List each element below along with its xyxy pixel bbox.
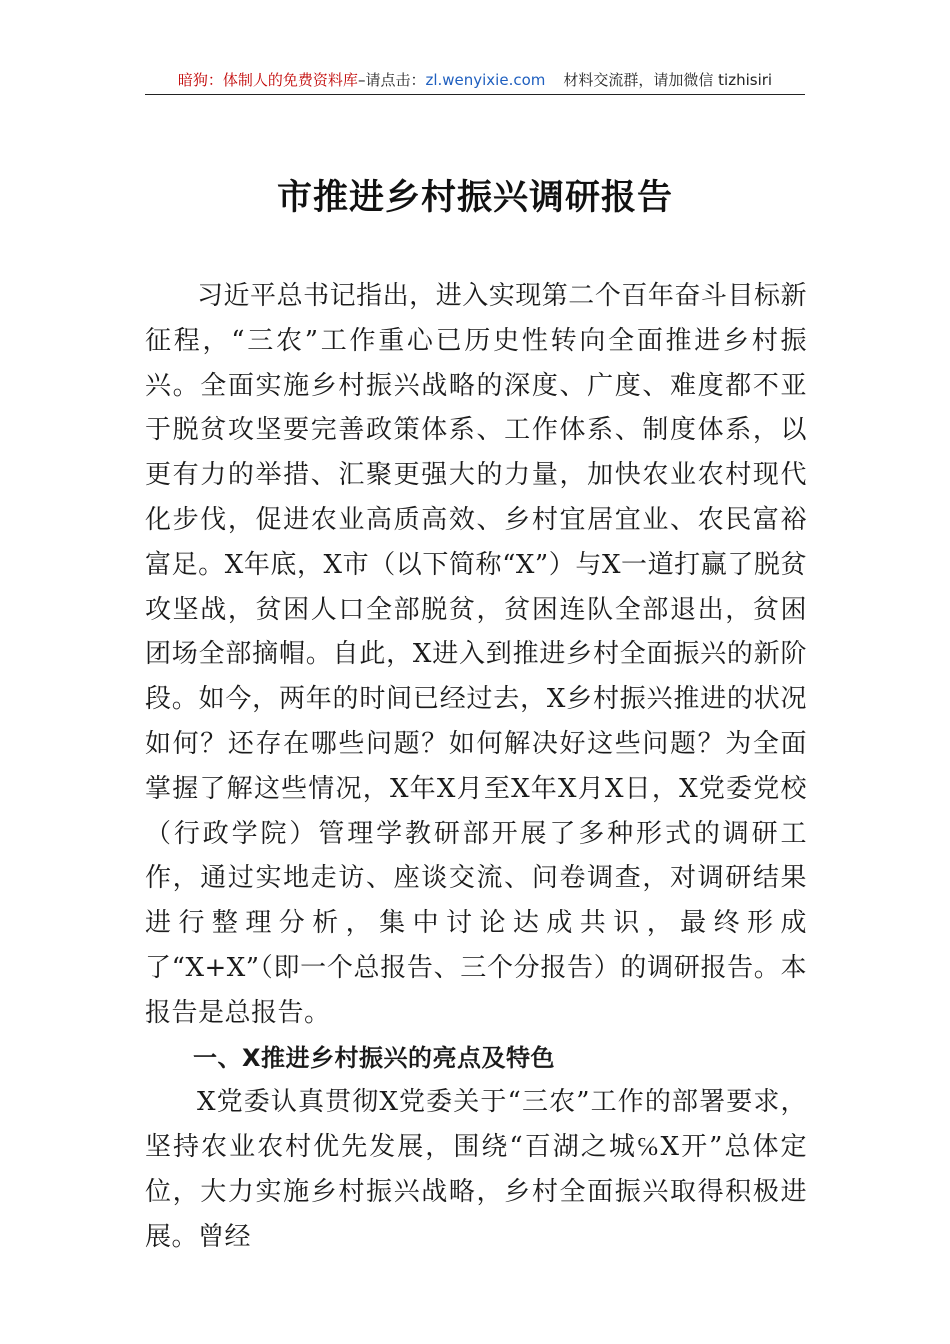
- header-site-name: 暗狗：体制人的免费资料库: [177, 71, 358, 89]
- section1-paragraph: X党委认真贯彻X党委关于“三农”工作的部署要求，坚持农业农村优先发展，围绕“百湖之城℅X开”总体定位，大力实施乡村振兴战略，乡村全面振兴取得积极进展。曾经: [145, 1087, 807, 1252]
- section1-heading: 一、X推进乡村振兴的亮点及特色: [193, 1043, 556, 1072]
- intro-paragraph: 习近平总书记指出，进入实现第二个百年奋斗目标新征程，“三农”工作重心已历史性转向全面推进乡村振兴。全面实施乡村振兴战略的深度、广度、难度都不亚于脱贫攻坚要完善政策体系、工作体系、制度体系，以更有力的举措、汇聚更强大的力量，加快农业农村现代化步伐，促进农业高质高效、乡村宜居宜业、农民富裕富足。X年底，X市（以下简称“X”）与X一道打赢了脱贫攻坚战，贫困人口全部脱贫，贫困连队全部退出，贫困团场全部摘帽。自此，X进入到推进乡村全面振兴的新阶段。如今，两年的时间已经过去，X乡村振兴推进的状况如何？还存在哪些问题？如何解决好这些问题？为全面掌握了解这些情况，X年X月至X年X月X日，X党委党校（行政学院）管理学教研部开展了多种形式的调研工作，通过实地走访、座谈交流、问卷调查，对调研结果进行整理分析，集中讨论达成共识，最终形成了“X+X”（即一个总报告、三个分报告）的调研报告。本报告是总报告。: [145, 281, 807, 1028]
- header-click-prompt: –请点击：: [357, 71, 426, 89]
- header-group-info: 材料交流群，请加微信 tizhisiri: [563, 71, 773, 89]
- document-body: [145, 274, 807, 1260]
- header-url-link[interactable]: zl.wenyixie.com: [425, 71, 546, 89]
- page-header: [145, 68, 805, 95]
- document-title: 市推进乡村振兴调研报告: [276, 177, 673, 218]
